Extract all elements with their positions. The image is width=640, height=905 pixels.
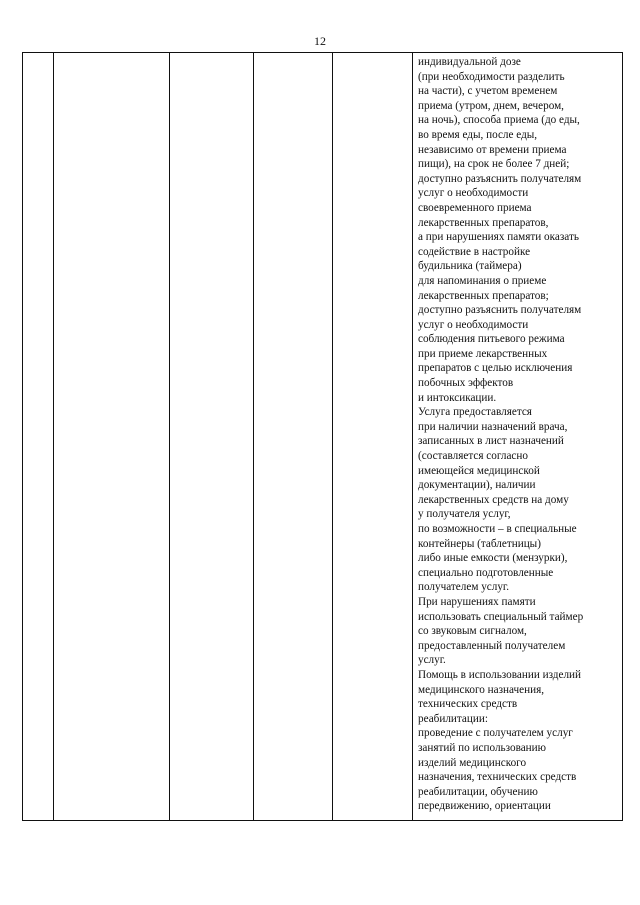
text-line: услуг о необходимости [418,187,529,200]
text-line: записанных в лист назначений [418,435,564,448]
text-line: изделий медицинского [418,756,527,769]
text-line: Услуга предоставляется [418,406,532,419]
text-line: и интоксикации. [418,391,497,404]
text-line: передвижению, ориентации [418,800,551,813]
text-line: доступно разъяснить получателям [418,172,582,185]
text-line: предоставленный получателем [418,639,566,652]
text-line: независимо от времени приема [418,143,567,156]
text-line: реабилитации: [418,712,488,725]
text-line: либо иные емкости (мензурки), [418,552,568,565]
column-divider [332,53,333,820]
text-line: во время еды, после еды, [418,128,538,141]
text-line: своевременного приема [418,201,532,214]
text-line: При нарушениях памяти [418,595,536,608]
text-line: услуг. [418,654,446,667]
text-line: на части), с учетом временем [418,85,558,98]
text-line: побочных эффектов [418,377,514,390]
text-line: назначения, технических средств [418,771,577,784]
text-line: при наличии назначений врача, [418,420,568,433]
table-cell-description [418,55,622,814]
text-line: доступно разъяснить получателям [418,304,582,317]
text-line: при приеме лекарственных [418,347,548,360]
text-line: индивидуальной дозе [418,56,521,68]
text-line: документации), наличии [418,479,536,492]
text-line: по возможности – в специальные [418,523,577,535]
text-line: реабилитации, обучению [418,785,538,798]
text-line: контейнеры (таблетницы) [418,537,541,550]
text-line: (при необходимости разделить [418,70,565,83]
text-line: проведение с получателем услуг [418,727,573,740]
text-line: технических средств [418,698,518,711]
column-divider [53,53,54,820]
text-line: со звуковым сигналом, [418,625,527,638]
text-line: соблюдения питьевого режима [418,333,565,346]
text-line: препаратов с целью исключения [418,362,573,375]
page-number: 12 [314,34,326,48]
column-divider [412,53,413,820]
column-divider [169,53,170,820]
text-line: специально подготовленные [418,566,554,579]
text-line: содействие в настройке [418,245,531,258]
text-line: услуг о необходимости [418,318,529,331]
text-line: у получателя услуг, [418,508,511,521]
column-divider [253,53,254,820]
text-line: лекарственных препаратов, [418,216,549,229]
text-line: лекарственных средств на дому [418,493,569,506]
text-line: медицинского назначения, [418,683,545,696]
text-line: на ночь), способа приема (до еды, [418,114,580,127]
text-line: (составляется согласно [418,450,528,463]
text-line: Помощь в использовании изделий [418,668,582,681]
text-line: для напоминания о приеме [418,274,547,287]
text-line: будильника (таймера) [418,260,522,273]
table [22,52,623,821]
text-line: получателем услуг. [418,581,510,594]
text-line: пищи), на срок не более 7 дней; [418,158,570,171]
text-line: а при нарушениях памяти оказать [418,231,579,244]
text-line: занятий по использованию [418,741,547,754]
text-line: лекарственных препаратов; [418,289,549,302]
text-line: приема (утром, днем, вечером, [418,99,564,112]
text-line: использовать специальный таймер [418,610,584,623]
text-line: имеющейся медицинской [418,464,540,477]
